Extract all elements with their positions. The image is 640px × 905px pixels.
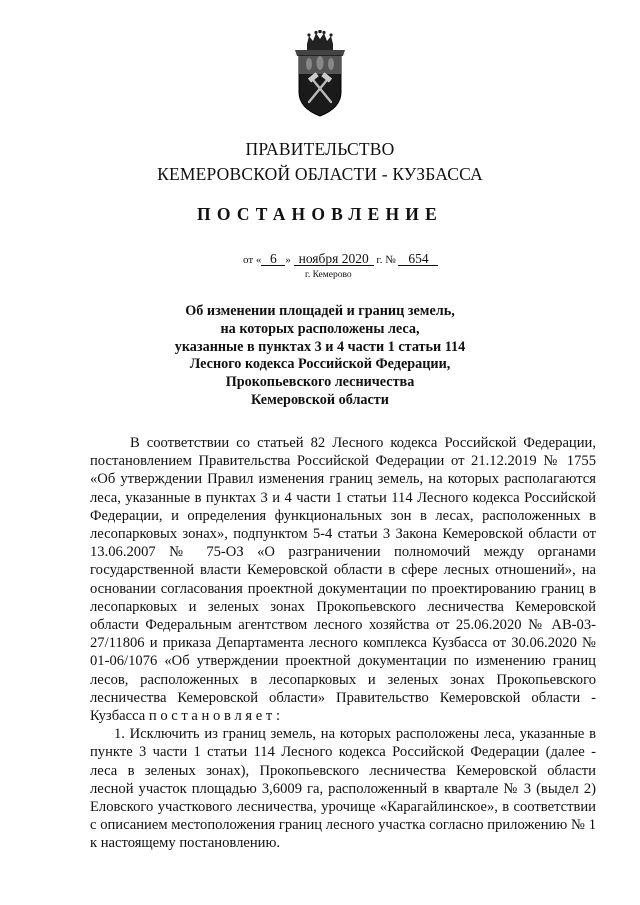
item-1-paragraph: 1. Исключить из границ земель, на которых расположены леса, указанные в пункте 3 части 1 статьи 114 Лесного кодекса Российской Федерации (далее - леса в зеленых зонах), Прокопьевского лесничества Кемеровской области лесной участок площадью 3,6009 га, расположенный в квартале № 3 (выдел 2) Еловского участкового лесничества, урочище «Карагайлинское», в соответствии с описанием местоположения границ лесного участка согласно приложению № 1 к настоящему постановлению. xyxy=(90,726,596,852)
title-line: Прокопьевского лесничества xyxy=(225,374,415,391)
government-name-line1: ПРАВИТЕЛЬСТВО xyxy=(245,139,395,159)
document-type-heading: ПОСТАНОВЛЕНИЕ xyxy=(197,204,443,224)
document-number: 654 xyxy=(398,252,438,266)
date-day: 6 xyxy=(261,252,285,266)
title-line: Лесного кодекса Российской Федерации, xyxy=(189,356,451,373)
preamble-paragraph xyxy=(90,434,596,725)
preamble-text: В соответствии со статьей 82 Лесного кодекса Российской Федерации, постановлением Правительства Российской Федерации от 21.12.2019 № 1755 «Об утверждении Правил изменения границ земель, на которых располагаются леса, указанные в пунктах 3 и 4 части 1 статьи 114 Лесного кодекса Российской Федерации, и определения функциональных зон в лесах, расположенных в лесопарковых зонах», подпунктом 5-4 статьи 3 Закона Кемеровской области от 13.06.2007 № 75-ОЗ «О разграничении полномочий между органами государственной власти Кемеровской области в сфере лесных отношений», на основании согласования проектной документации по проектированию границ в лесопарковых и зеленых зонах Прокопьевского лесничества Кемеровской области Федеральным агентством лесного хозяйства от 25.06.2020 № АВ-03-27/11806 и приказа Департамента лесного комплекса Кузбасса от 30.06.2020 № 01-06/1076 «Об утверждении проектной документации по изменению границ лесов, расположенных в лесопарковых и зеленых зонах Прокопьевского лесничества Кемеровской области» Правительство Кемеровской области - Кузбасса xyxy=(90,435,596,725)
date-mid: » xyxy=(285,254,291,266)
date-month-year: ноября 2020 xyxy=(294,252,374,266)
date-line xyxy=(243,252,438,266)
title-line: на которых расположены леса, xyxy=(220,320,420,337)
title-line: Об изменении площадей и границ земель, xyxy=(185,303,455,319)
decree-word: п о с т а н о в л я е т : xyxy=(148,708,280,725)
government-name-line2: КЕМЕРОВСКОЙ ОБЛАСТИ - КУЗБАССА xyxy=(157,164,483,184)
document-body xyxy=(90,434,596,853)
title-line: Кемеровской области xyxy=(251,391,389,408)
date-year-suffix: г. xyxy=(376,254,383,266)
title-line: указанные в пунктах 3 и 4 части 1 статьи 114 xyxy=(174,338,466,355)
document-title xyxy=(150,303,490,410)
coat-of-arms-icon xyxy=(291,30,349,120)
city-label: г. Кемерово xyxy=(305,270,352,280)
number-sign: № xyxy=(385,254,396,266)
date-prefix: от « xyxy=(243,254,262,266)
